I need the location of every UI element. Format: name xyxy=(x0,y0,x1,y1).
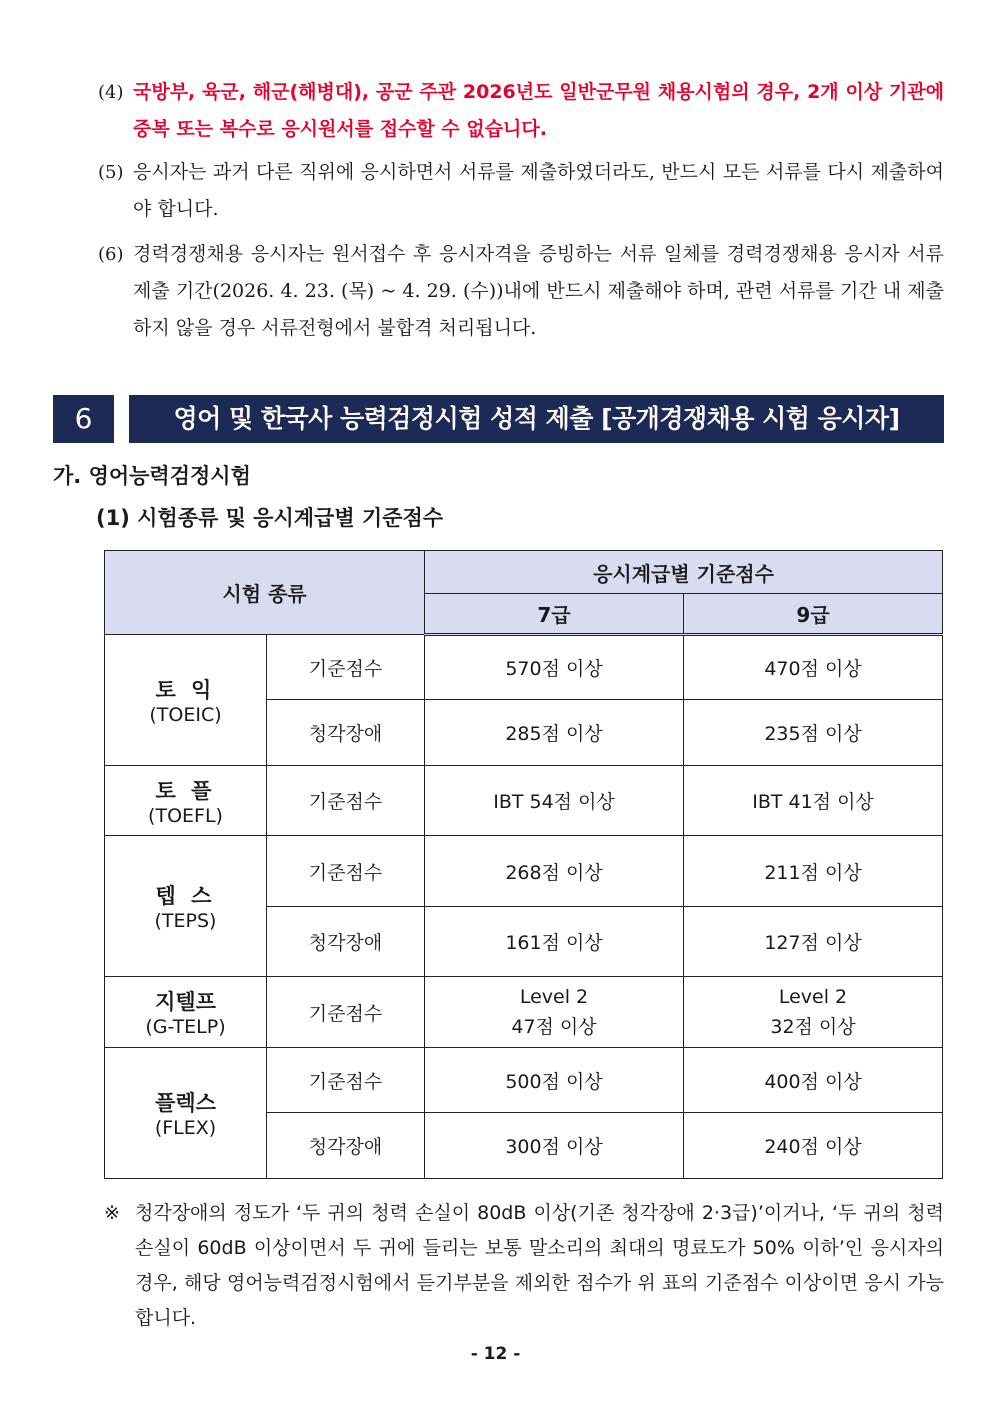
exam-cell-teps xyxy=(105,836,267,977)
score-level: Level 2 xyxy=(778,986,848,1008)
header-grade-9: 9급 xyxy=(684,594,943,635)
item-4 xyxy=(98,74,944,148)
item-text: 경력경쟁채용 응시자는 원서접수 후 응시자격을 증빙하는 서류 일체를 경력경쟁채용 응시자 서류제출 기간(2026. 4. 23. (목) ~ 4. 29. (수))내에 반드시 제출해야 하며, 관련 서류를 기간 내 제출하지 않을 경우 서류전형에서 불합격 처리됩니다. xyxy=(133,243,944,339)
item-text-highlighted xyxy=(133,74,944,148)
exam-cell-flex xyxy=(105,1048,267,1179)
header-grade-7: 7급 xyxy=(425,594,684,635)
score-grade-7 xyxy=(425,977,684,1048)
score-grade-7: 268점 이상 xyxy=(425,836,684,907)
item-number: (6) xyxy=(98,244,124,265)
score-grade-9: 127점 이상 xyxy=(684,907,943,977)
header-grade-score: 응시계급별 기준점수 xyxy=(425,551,943,594)
score-grade-7: 285점 이상 xyxy=(425,700,684,766)
score-value: 32점 이상 xyxy=(770,1016,856,1038)
score-grade-7: 300점 이상 xyxy=(425,1113,684,1179)
score-grade-9: 240점 이상 xyxy=(684,1113,943,1179)
subsection-title: 가. 영어능력검정시험 xyxy=(53,464,251,488)
score-type: 기준점수 xyxy=(267,635,425,700)
score-type: 기준점수 xyxy=(267,1048,425,1113)
item-text: 국방부, 육군, 해군(해병대), 공군 주관 2026년도 일반군무원 채용시험의 경우, 2개 이상 기관에 중복 또는 복수로 응시원서를 접수할 수 없습니다. xyxy=(133,81,944,140)
score-grade-9: 211점 이상 xyxy=(684,836,943,907)
exam-name: 지텔프 xyxy=(155,990,216,1014)
item-6 xyxy=(98,236,944,347)
score-type: 청각장애 xyxy=(267,907,425,977)
exam-name: 토 익 xyxy=(155,678,216,702)
score-value: 47점 이상 xyxy=(511,1016,597,1038)
section-number: 6 xyxy=(53,395,114,443)
exam-name: 플렉스 xyxy=(155,1091,216,1115)
table-row xyxy=(105,836,943,907)
score-grade-9: IBT 41점 이상 xyxy=(684,766,943,836)
section-title: 영어 및 한국사 능력검정시험 성적 제출 [공개경쟁채용 시험 응시자] xyxy=(129,395,944,443)
score-type: 청각장애 xyxy=(267,1113,425,1179)
exam-name-en: (TEPS) xyxy=(154,910,217,932)
table-row xyxy=(105,635,943,700)
header-exam-type: 시험 종류 xyxy=(105,551,425,635)
score-table xyxy=(104,550,943,1179)
table-header-row xyxy=(105,551,943,594)
score-grade-7: 500점 이상 xyxy=(425,1048,684,1113)
item-5 xyxy=(98,154,944,228)
exam-name-en: (G-TELP) xyxy=(145,1016,226,1038)
exam-name: 토 플 xyxy=(155,778,216,803)
exam-cell-gtelp xyxy=(105,977,267,1048)
exam-name-en: (TOEFL) xyxy=(148,804,223,827)
exam-name-en: (FLEX) xyxy=(154,1117,217,1139)
note xyxy=(104,1196,944,1336)
note-text: 청각장애의 정도가 ‘두 귀의 청력 손실이 80dB 이상(기존 청각장애 2·3급)’이거나, ‘두 귀의 청력 손실이 60dB 이상이면서 두 귀에 들리는 보통 말소리의 최대의 명료도가 50% 이하’인 응시자의 경우, 해당 영어능력검정시험에서 듣기부분을 제외한 점수가 위 표의 기준점수 이상이면 응시 가능합니다. xyxy=(135,1202,944,1329)
score-grade-7: IBT 54점 이상 xyxy=(425,766,684,836)
table-row xyxy=(105,1048,943,1113)
note-mark: ※ xyxy=(104,1202,120,1224)
exam-cell-toeic xyxy=(105,635,267,766)
page-number: - 12 - xyxy=(470,1344,521,1364)
exam-name: 텝 스 xyxy=(155,884,216,908)
score-level: Level 2 xyxy=(519,986,589,1008)
table-heading: (1) 시험종류 및 응시계급별 기준점수 xyxy=(96,506,444,530)
score-grade-9: 400점 이상 xyxy=(684,1048,943,1113)
table-row xyxy=(105,766,943,836)
item-number: (5) xyxy=(98,162,124,183)
item-text: 응시자는 과거 다른 직위에 응시하면서 서류를 제출하였더라도, 반드시 모든 서류를 다시 제출하여야 합니다. xyxy=(133,161,944,220)
table-row xyxy=(105,977,943,1048)
exam-cell-toefl xyxy=(105,766,267,836)
score-type: 기준점수 xyxy=(267,977,425,1048)
item-number: (4) xyxy=(98,82,124,103)
score-grade-9: 470점 이상 xyxy=(684,635,943,700)
exam-name-en: (TOEIC) xyxy=(149,704,222,726)
score-type: 기준점수 xyxy=(267,766,425,836)
score-type: 청각장애 xyxy=(267,700,425,766)
score-grade-7: 161점 이상 xyxy=(425,907,684,977)
score-type: 기준점수 xyxy=(267,836,425,907)
score-grade-7: 570점 이상 xyxy=(425,635,684,700)
score-grade-9: 235점 이상 xyxy=(684,700,943,766)
score-grade-9 xyxy=(684,977,943,1048)
